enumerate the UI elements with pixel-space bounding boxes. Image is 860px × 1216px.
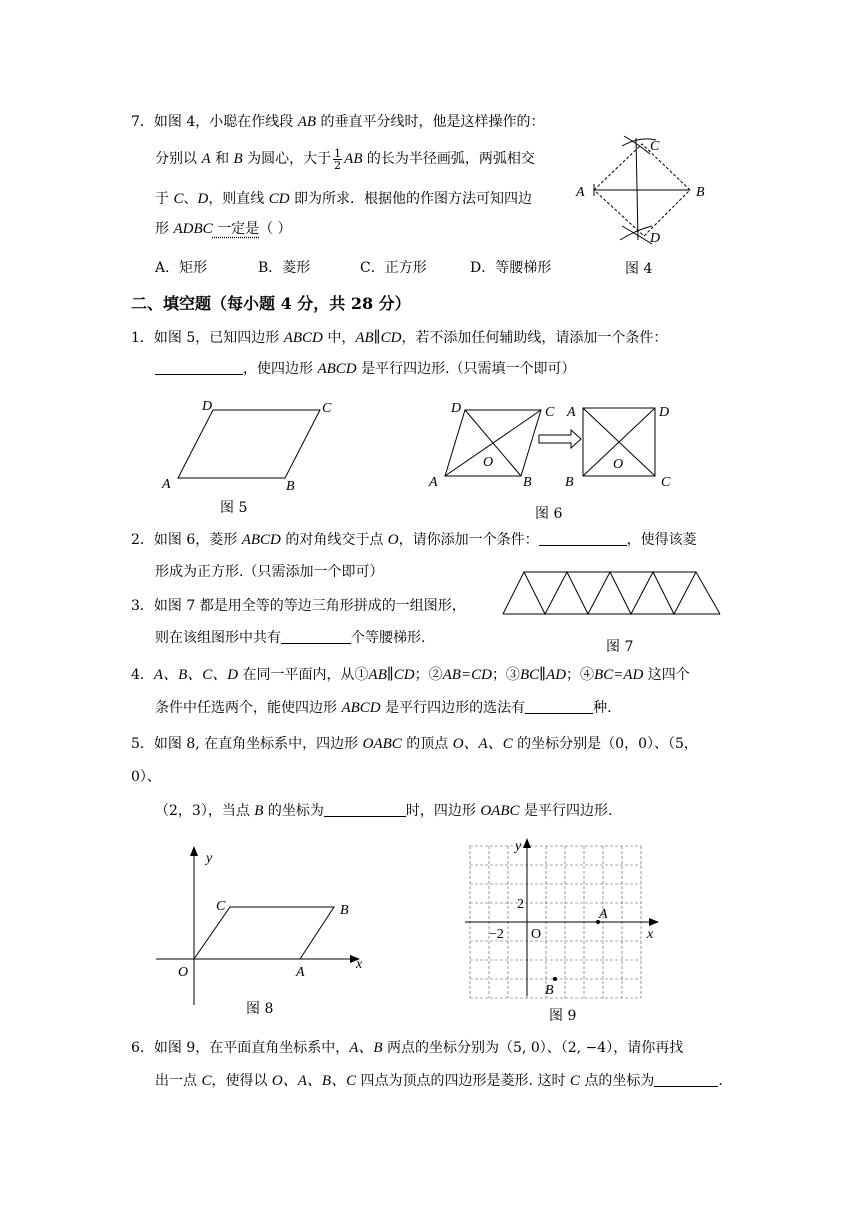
fig6-right-label-b: B	[565, 475, 574, 490]
figure-7	[500, 568, 730, 618]
q7-line-3: 于 C、D，则直线 CD 即为所求．根据他的作图方法可知四边	[155, 191, 533, 207]
q1-line-2: ，使四边形 ABCD 是平行四边形.（只需填一个即可）	[155, 359, 576, 379]
fig5-caption: 图 5	[220, 500, 248, 516]
fig5-label-a: A	[162, 477, 171, 492]
fig6-caption: 图 6	[535, 506, 563, 522]
q3-line-1: 3．如图 7 都是用全等的等边三角形拼成的一组图形，	[131, 598, 466, 614]
figure-5	[160, 398, 340, 493]
fig7-caption: 图 7	[606, 639, 634, 655]
fig5-label-c: C	[322, 401, 332, 416]
figure-4	[570, 130, 720, 250]
fig9-label-two: 2	[517, 897, 524, 912]
fig8-label-y: y	[206, 851, 213, 866]
figure-8	[150, 840, 370, 1010]
fig4-label-d: D	[650, 231, 661, 246]
fig5-label-b: B	[286, 479, 295, 494]
fig4-label-a: A	[576, 185, 585, 200]
q3-line-2: 则在该组图形中共有 个等腰梯形.	[155, 630, 426, 646]
fig8-label-o: O	[178, 965, 189, 980]
fraction-one-half: $\frac{1}{2}$	[334, 146, 342, 172]
fig9-label-neg2: −2	[489, 927, 504, 942]
q6-answer-blank[interactable]	[654, 1072, 718, 1087]
q7-option-b: B．菱形	[258, 260, 311, 276]
fig9-label-x: x	[647, 927, 654, 942]
fig4-caption: 图 4	[625, 261, 653, 277]
q7-line-4: 形 ADBC 一定是（ ）	[155, 221, 292, 237]
fig4-label-b: B	[696, 185, 705, 200]
q7-line-1: 7．如图 4，小聪在作线段 AB 的垂直平分线时，他是这样操作的：	[131, 114, 545, 130]
fig9-label-o: O	[531, 927, 542, 942]
q4-answer-blank[interactable]	[525, 699, 593, 714]
fig6-right-label-c: C	[661, 475, 671, 490]
section-2-title: 二、填空题（每小题 4 分，共 28 分）	[131, 294, 411, 313]
q2-line-1: 2．如图 6，菱形 ABCD 的对角线交于点 O，请你添加一个条件： ，使得该菱	[131, 532, 697, 548]
q5-line-2: 0）、	[131, 769, 161, 785]
fig8-label-b: B	[340, 903, 349, 918]
figure-9	[465, 836, 665, 1002]
q5-line-3: （2，3），当点 B 的坐标为 时，四边形 OABC 是平行四边形.	[155, 803, 613, 819]
fig6-left-label-d: D	[451, 401, 462, 416]
fig9-label-a: A	[599, 907, 608, 922]
fig6-right-label-a: A	[567, 405, 576, 420]
q2-answer-blank[interactable]	[539, 531, 627, 546]
q7-option-c: C．正方形	[360, 260, 427, 276]
q1-line-1: 1．如图 5，已知四边形 ABCD 中，AB∥CD，若不添加任何辅助线，请添加一个条件：	[131, 330, 668, 346]
fig8-caption: 图 8	[246, 1001, 274, 1017]
fig6-left-label-a: A	[429, 475, 438, 490]
q5-line-1: 5．如图 8, 在直角坐标系中，四边形 OABC 的顶点 O、A、C 的坐标分别是（0，0）、（5，	[131, 736, 698, 752]
fig6-left-label-c: C	[545, 405, 555, 420]
fig6-right-label-o: O	[613, 457, 624, 472]
figure-6	[425, 398, 685, 493]
q3-answer-blank[interactable]	[281, 629, 351, 644]
q2-line-2: 形成为正方形.（只需添加一个即可）	[155, 564, 384, 580]
q7-option-a: A．矩形	[155, 260, 208, 276]
fig9-caption: 图 9	[549, 1008, 577, 1024]
fig5-label-d: D	[202, 399, 213, 414]
q4-line-2: 条件中任选两个，能使四边形 ABCD 是平行四边形的选法有 种.	[155, 700, 612, 716]
fig9-label-b: B	[545, 983, 554, 998]
q7-option-d: D．等腰梯形	[470, 260, 552, 276]
fig8-label-a: A	[296, 965, 305, 980]
fig9-label-y: y	[515, 839, 522, 854]
q5-answer-blank[interactable]	[324, 802, 406, 817]
fig8-label-c: C	[216, 899, 226, 914]
fig4-label-c: C	[650, 139, 660, 154]
fig6-left-label-b: B	[523, 475, 532, 490]
q6-line-1: 6．如图 9，在平面直角坐标系中，A、B 两点的坐标分别为（5, 0）、（2, −4），请你再找	[131, 1040, 684, 1056]
q7-line-2: 分别以 A 和 B 为圆心，大于 $\frac{1}{2}$ AB 的长为半径画弧，两弧相交	[155, 146, 535, 172]
q1-answer-blank[interactable]	[155, 360, 243, 375]
fig6-left-label-o: O	[483, 455, 494, 470]
q4-line-1: 4．A、B、C、D 在同一平面内，从①AB∥CD；②AB=CD；③BC∥AD；④BC=AD 这四个	[131, 667, 690, 683]
fig8-label-x: x	[356, 957, 363, 972]
q6-line-2: 出一点 C，使得以 O、A、B、C 四点为顶点的四边形是菱形. 这时 C 点的坐标为 .	[155, 1073, 723, 1089]
fig6-right-label-d: D	[659, 405, 670, 420]
